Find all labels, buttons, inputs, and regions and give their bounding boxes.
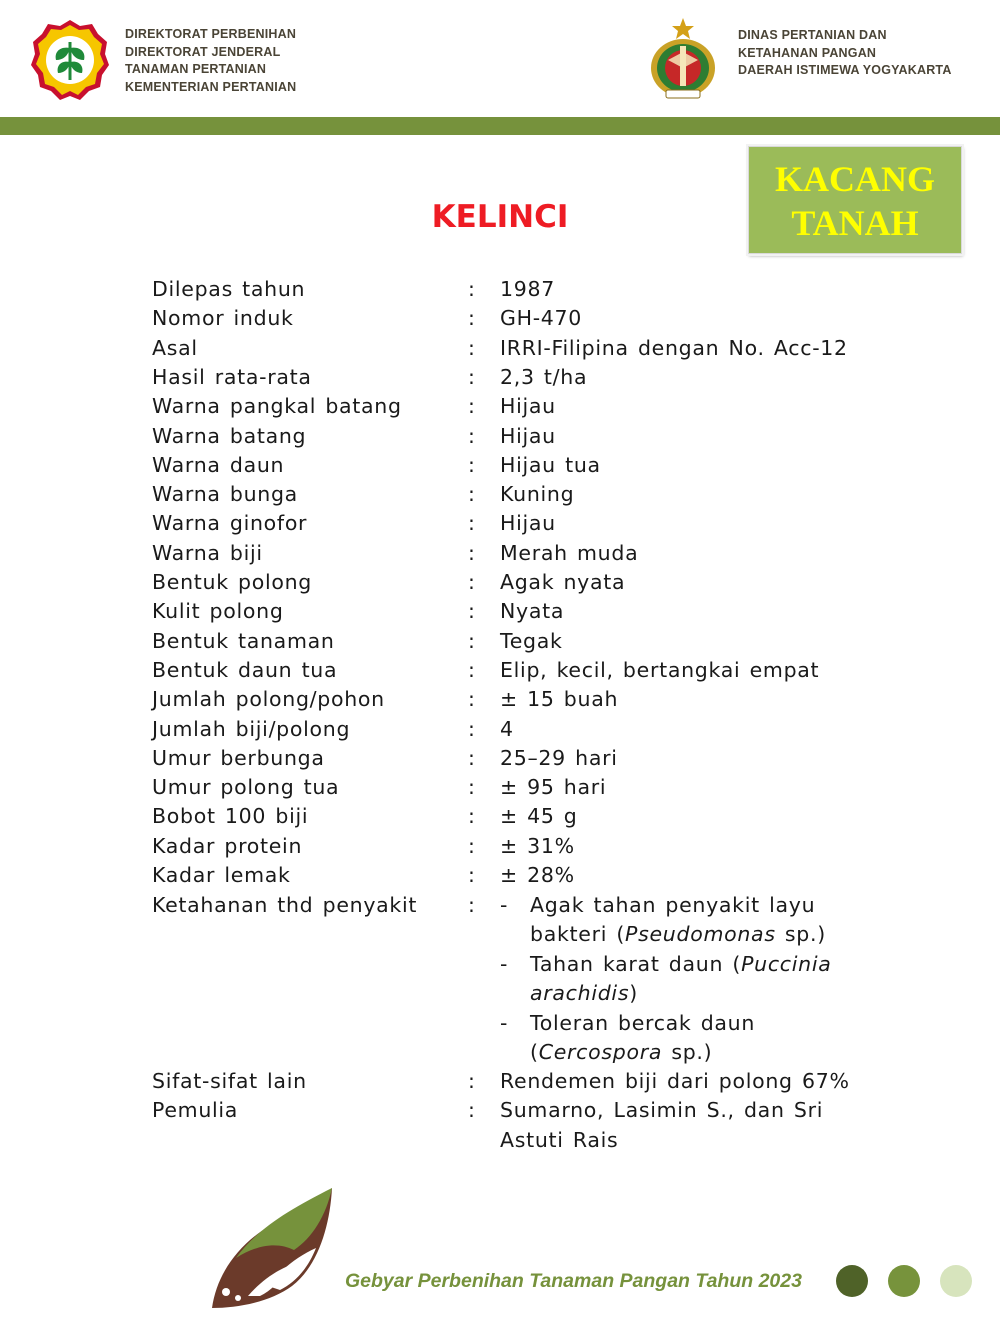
- spec-value: Hijau: [500, 511, 556, 536]
- spec-value: 2,3 t/ha: [500, 364, 588, 389]
- spec-label: Sifat-sifat lain: [152, 1069, 307, 1093]
- disease-item-3-line-2: (Cercospora sp.): [530, 1040, 713, 1064]
- spec-value: Hijau tua: [500, 452, 601, 477]
- bullet-dash: -: [500, 1011, 509, 1035]
- spec-label: Dilepas tahun: [152, 277, 306, 301]
- spec-value: IRRI-Filipina dengan No. Acc-12: [500, 335, 848, 360]
- spec-label: Kadar lemak: [152, 863, 291, 887]
- spec-label: Umur polong tua: [152, 775, 340, 800]
- badge-line-1: KACANG: [775, 159, 935, 199]
- spec-value: Merah muda: [500, 540, 639, 565]
- spec-colon: :: [468, 833, 476, 858]
- spec-value: Nyata: [500, 599, 565, 624]
- spec-colon: :: [468, 277, 476, 301]
- right-org-name: [738, 27, 952, 80]
- disease-item-1-line-2: bakteri (Pseudomonas sp.): [530, 922, 826, 946]
- leaf-logo: [208, 1186, 336, 1310]
- spec-colon: :: [468, 716, 476, 741]
- spec-value: Agak nyata: [500, 570, 626, 594]
- spec-colon: :: [468, 540, 476, 565]
- spec-colon: :: [468, 628, 476, 653]
- spec-value: GH-470: [500, 306, 583, 331]
- left-org-name: [125, 26, 296, 97]
- spec-label: Jumlah polong/pohon: [152, 687, 385, 712]
- right-org-line-1: DINAS PERTANIAN DAN: [738, 28, 887, 42]
- kementan-logo: [30, 18, 110, 102]
- spec-colon: :: [468, 1069, 476, 1093]
- diy-emblem: [646, 16, 720, 100]
- left-org-line-2: DIREKTORAT JENDERAL: [125, 44, 281, 59]
- spec-label: Nomor induk: [152, 306, 294, 331]
- spec-label: Kadar protein: [152, 833, 303, 858]
- spec-value: 1987: [500, 277, 555, 301]
- spec-label: Warna biji: [152, 540, 263, 565]
- disease-item-1-line-1: Agak tahan penyakit layu: [530, 893, 816, 917]
- spec-colon: :: [468, 599, 476, 624]
- spec-value: ± 95 hari: [500, 775, 607, 800]
- spec-value: ± 31%: [500, 833, 575, 858]
- spec-colon: :: [468, 452, 476, 477]
- spec-colon: :: [468, 423, 476, 448]
- spec-colon: :: [468, 687, 476, 712]
- spec-label: Bentuk polong: [152, 570, 312, 594]
- spec-label: Umur berbunga: [152, 745, 325, 770]
- spec-label: Pemulia: [152, 1098, 239, 1122]
- right-org-line-3: DAERAH ISTIMEWA YOGYAKARTA: [738, 63, 952, 78]
- disease-item-3-line-1: Toleran bercak daun: [530, 1011, 756, 1035]
- spec-colon: :: [468, 482, 476, 507]
- footer-dot-medium: [888, 1265, 920, 1297]
- spec-label: Hasil rata-rata: [152, 364, 312, 389]
- spec-value: ± 28%: [500, 863, 575, 887]
- spec-value: Kuning: [500, 482, 575, 507]
- spec-colon: :: [468, 775, 476, 800]
- disease-item-2-line-1: Tahan karat daun (Puccinia: [530, 952, 832, 976]
- spec-label: Jumlah biji/polong: [152, 716, 351, 741]
- spec-label: Warna bunga: [152, 482, 298, 507]
- spec-colon: :: [468, 893, 476, 917]
- bullet-dash: -: [500, 893, 509, 917]
- spec-label: Warna batang: [152, 423, 307, 448]
- header-divider-bar: [0, 117, 1000, 135]
- spec-colon: :: [468, 804, 476, 829]
- spec-colon: :: [468, 570, 476, 594]
- spec-colon: :: [468, 511, 476, 536]
- spec-colon: :: [468, 394, 476, 419]
- spec-label: Warna pangkal batang: [152, 394, 402, 419]
- spec-colon: :: [468, 657, 476, 682]
- spec-value: ± 15 buah: [500, 687, 619, 712]
- spec-value: ± 45 g: [500, 804, 578, 829]
- right-org-line-2: KETAHANAN PANGAN: [738, 45, 877, 60]
- spec-value: Tegak: [500, 628, 563, 653]
- spec-value: Astuti Rais: [500, 1128, 619, 1152]
- left-org-line-1: DIREKTORAT PERBENIHAN: [125, 27, 297, 41]
- spec-value: 4: [500, 716, 514, 741]
- footer-dot-light: [940, 1265, 972, 1297]
- spec-value: Rendemen biji dari polong 67%: [500, 1069, 850, 1093]
- spec-colon: :: [468, 335, 476, 360]
- bullet-dash: -: [500, 952, 509, 976]
- commodity-badge: [748, 146, 962, 254]
- spec-label: Bobot 100 biji: [152, 804, 309, 829]
- spec-label: Asal: [152, 335, 198, 360]
- spec-colon: :: [468, 745, 476, 770]
- variety-title: KELINCI: [431, 199, 569, 235]
- spec-value: Hijau: [500, 423, 556, 448]
- spec-value: Hijau: [500, 394, 556, 419]
- spec-label: Warna daun: [152, 452, 285, 477]
- footer-event-title: Gebyar Perbenihan Tanaman Pangan Tahun 2023: [345, 1270, 802, 1292]
- footer-dot-dark: [836, 1265, 868, 1297]
- spec-colon: :: [468, 306, 476, 331]
- spec-colon: :: [468, 1098, 476, 1122]
- spec-label: Bentuk daun tua: [152, 657, 338, 682]
- left-org-line-3: TANAMAN PERTANIAN: [125, 62, 267, 77]
- spec-label: Ketahanan thd penyakit: [152, 893, 418, 917]
- spec-value: Sumarno, Lasimin S., dan Sri: [500, 1098, 824, 1122]
- badge-line-2: TANAH: [791, 203, 919, 243]
- spec-label: Kulit polong: [152, 599, 284, 624]
- spec-label: Warna ginofor: [152, 511, 308, 536]
- spec-label: Bentuk tanaman: [152, 628, 335, 653]
- spec-colon: :: [468, 863, 476, 887]
- spec-colon: :: [468, 364, 476, 389]
- spec-value: Elip, kecil, bertangkai empat: [500, 657, 820, 682]
- left-org-line-4: KEMENTERIAN PERTANIAN: [125, 80, 297, 95]
- disease-item-2-line-2: arachidis): [530, 981, 638, 1005]
- spec-value: 25–29 hari: [500, 745, 618, 770]
